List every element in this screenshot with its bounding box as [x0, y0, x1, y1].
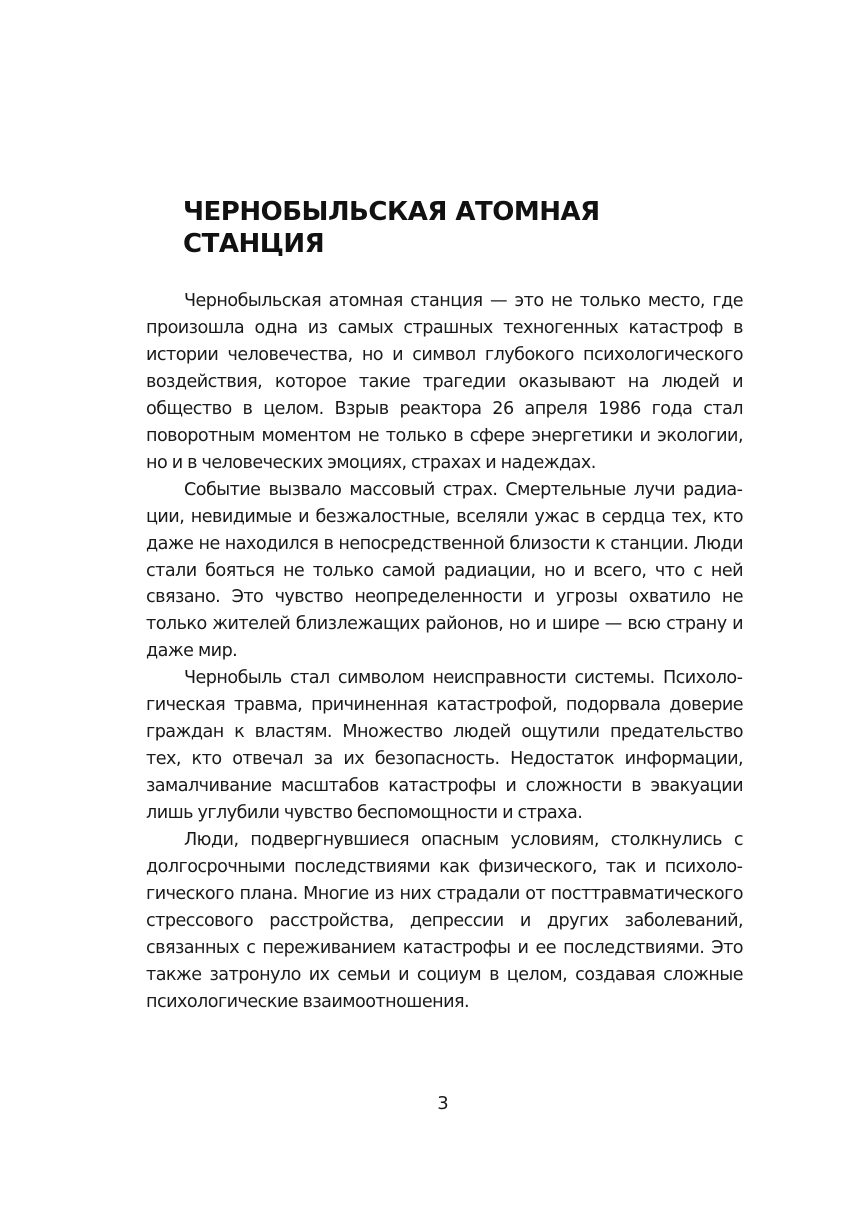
- chapter-body: [146, 288, 743, 1016]
- chapter-title-line-1: ЧЕРНОБЫЛЬСКАЯ АТОМНАЯ: [183, 197, 600, 227]
- chapter-title: [183, 196, 703, 260]
- paragraph-4: Люди, подвергнувшиеся опасным условиям, столкнулись с долгосрочными последствиями как физического, так и психологического плана. Многие из них страдали от посттравматического стрессового расстройства, депрессии и других заболеваний, связанных с переживанием катастрофы и ее последствиями. Это также затронуло их семьи и социум в целом, создавая сложные психологические взаимоотношения.: [146, 830, 743, 1012]
- chapter-title-line-2: СТАНЦИЯ: [183, 229, 325, 259]
- page-number: 3: [437, 1093, 449, 1114]
- paragraph-2: Событие вызвало массовый страх. Смертельные лучи радиации, невидимые и безжалостные, вселяли ужас в сердца тех, кто даже не находился в непосредственной близости к станции. Люди стали бояться не только самой радиации, но и всего, что с ней связано. Это чувство неопределенности и угрозы охватило не только жителей близлежащих районов, но и шире — всю страну и даже мир.: [146, 479, 743, 662]
- paragraph-3: Чернобыль стал символом неисправности системы. Психологическая травма, причиненная катастрофой, подорвала доверие граждан к властям. Множество людей ощутили предательство тех, кто отвечал за их безопасность. Недостаток информации, замалчивание масштабов катастрофы и сложности в эвакуации лишь углубили чувство беспомощности и страха.: [146, 668, 743, 824]
- paragraph-1: Чернобыльская атомная станция — это не только место, где произошла одна из самых страшных техногенных катастроф в истории человечества, но и символ глубокого психологического воздействия, которое такие трагедии оказывают на людей и общество в целом. Взрыв реактора 26 апреля 1986 года стал поворотным моментом не только в сфере энергетики и экологии, но и в человеческих эмоциях, страхах и надеждах.: [146, 291, 743, 473]
